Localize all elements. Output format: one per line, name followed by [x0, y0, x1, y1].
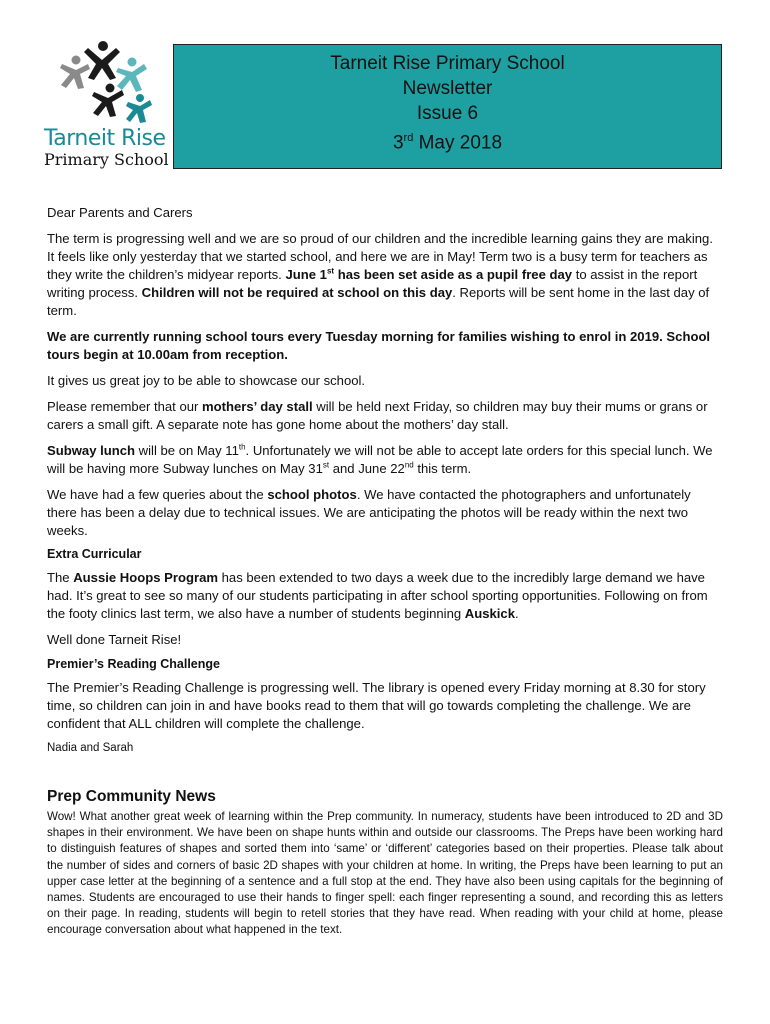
p7-text-e: . [515, 606, 519, 621]
premiers-reading-text: Premier’s Reading Challenge [47, 657, 220, 671]
date-rest: May 2018 [413, 132, 503, 154]
paragraph-term-progress [47, 230, 723, 320]
paragraph-school-tours [47, 328, 723, 364]
paragraph-subway-lunch [47, 442, 723, 478]
p7-bold-auskick: Auskick [464, 606, 516, 621]
p1-bold-sup: st [326, 266, 335, 276]
people-figures-icon [50, 38, 160, 126]
paragraph-mothers-day [47, 398, 723, 434]
p4-text-c: will be held next Friday, so children may buy their mums or grans or carers a small gift. A separate note has gone home about the mothers’ day stall. [47, 399, 708, 432]
logo-school-subname: Primary School [44, 150, 169, 169]
p1-bold-date [285, 267, 572, 282]
header-newsletter: Newsletter [402, 78, 493, 99]
date-day: 3 [392, 132, 404, 154]
school-tours-text: We are currently running school tours every Tuesday morning for families wishing to enrol in 2019. School tours begin at 10.00am from reception. [47, 329, 711, 362]
header-school-name: Tarneit Rise Primary School [330, 53, 565, 74]
prep-news-title: Prep Community News [47, 788, 216, 805]
p1-bold-june: June 1 [285, 267, 327, 282]
header-issue: Issue 6 [416, 103, 479, 124]
heading-extra-curricular [47, 545, 723, 563]
header-date [174, 126, 721, 155]
p1-text-a: The term is progressing well and we are so proud of our children and the incredible learning gains they are making. It feels like only yesterday that we started school, and here we are in May! Term two is a busy term for teachers as they write the children’s midyear reports. [47, 231, 713, 282]
p7-text-c: has been extended to two days a week due to the incredibly large demand we have had. It’s great to see so many of our students participating in after school sporting opportunities. Following on from the footy clinics last term, we also have a number of students beginning [47, 570, 708, 621]
p1-text-e: . Reports will be sent home in the last day of term. [47, 285, 710, 318]
p1-bold-notice: Children will not be required at school on this day [141, 285, 453, 300]
school-logo [30, 38, 175, 173]
p5-sup-b: th [238, 442, 246, 452]
paragraph-well-done: Well done Tarneit Rise! [47, 632, 182, 647]
date-suffix: rd [403, 132, 414, 144]
p7-text-a: The [47, 570, 74, 585]
paragraph-premiers-reading: The Premier’s Reading Challenge is progressing well. The library is opened every Friday morning at 8.30 for story time, so children can join in and have books read to them that will go towards completing the challenge. We are confident that ALL children will complete the challenge. [47, 680, 706, 731]
p1-text-c: to assist in the report writing process. [47, 267, 698, 300]
signoff: Nadia and Sarah [47, 742, 134, 754]
logo-school-name: Tarneit Rise [44, 126, 166, 151]
p5-text-c: . Unfortunately we will not be able to accept late orders for this special lunch. We will be having more Subway lunches on May 31 [47, 443, 713, 476]
paragraph-showcase: It gives us great joy to be able to showcase our school. [47, 373, 366, 388]
p6-text-a: We have had a few queries about the [47, 487, 268, 502]
newsletter-header [173, 44, 722, 169]
heading-premiers-reading [47, 655, 723, 673]
p5-text-b: will be on May 11 [135, 443, 239, 458]
p5-bold-subway: Subway lunch [47, 443, 136, 458]
newsletter-body [47, 204, 723, 763]
paragraph-aussie-hoops [47, 569, 723, 623]
paragraph-school-photos [47, 486, 723, 540]
p6-text-c: . We have contacted the photographers and unfortunately there has been a delay due to technical issues. We are anticipating the photos will be ready within the next two weeks. [47, 487, 691, 538]
p7-bold-hoops: Aussie Hoops Program [73, 570, 218, 585]
p5-sup-d: nd [404, 460, 414, 470]
p1-bold-pupil-free: has been set aside as a pupil free day [334, 267, 573, 282]
prep-news-body: Wow! What another great week of learning within the Prep community. In numeracy, students have been introduced to 2D and 3D shapes in their environment. We have been on shape hunts within and outside our classrooms. The Preps have been working hard to distinguish features of shapes and sorted them into ‘same’ or ‘different’ categories based on their properties. Please talk about the number of sides and corners of basic 2D shapes with your children at home. In writing, the Preps have been learning to put an upper case letter at the beginning of a sentence and a full stop at the end. They have also been using capitals for the beginning of names. Students are encouraged to use their hands to finger spell: each finger representing a sound, and recording this as letters on their page. In reading, students will begin to retell stories that they have read. When reading with your child at home, please encourage conversation about what happened in the text. [47, 810, 723, 937]
p4-text-a: Please remember that our [47, 399, 203, 414]
p4-bold-stall: mothers’ day stall [202, 399, 313, 414]
extra-curricular-text: Extra Curricular [47, 547, 142, 561]
p5-sup-c: st [322, 460, 330, 470]
greeting: Dear Parents and Carers [47, 205, 193, 220]
p5-text-d: and June 22 [329, 461, 405, 476]
p5-text-e: this term. [413, 461, 472, 476]
p6-bold-photos: school photos [267, 487, 357, 502]
